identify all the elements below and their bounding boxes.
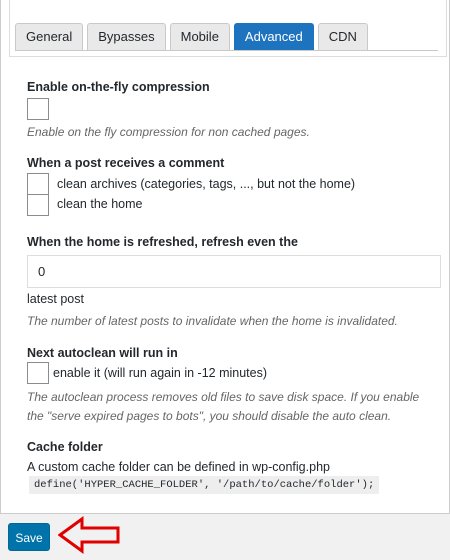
home-refresh-description: The number of latest posts to invalidate when the home is invalidated.	[27, 314, 398, 328]
clean-archives-label: clean archives (categories, tags, ..., but not the home)	[57, 177, 356, 191]
tab-general[interactable]: General	[15, 23, 83, 50]
cache-folder-heading: Cache folder	[27, 440, 103, 454]
tab-bypasses[interactable]: Bypasses	[87, 23, 165, 50]
save-button[interactable]: Save	[8, 523, 50, 551]
comment-heading: When a post receives a comment	[27, 156, 225, 170]
tab-underline	[15, 50, 438, 51]
home-refresh-heading: When the home is refreshed, refresh even the	[27, 235, 298, 249]
autoclean-description-line2: the "serve expired pages to bots", you should disable the auto clean.	[27, 409, 392, 423]
tab-advanced[interactable]: Advanced	[234, 23, 314, 50]
autoclean-enable-text: enable it	[53, 366, 101, 380]
latest-post-label: latest post	[27, 292, 84, 306]
tab-cdn[interactable]: CDN	[318, 23, 368, 50]
tab-bar	[9, 0, 447, 57]
cache-folder-description: A custom cache folder can be defined in wp-config.php	[27, 460, 330, 474]
clean-home-label: clean the home	[57, 197, 143, 211]
clean-home-checkbox[interactable]	[27, 194, 49, 216]
latest-posts-input[interactable]	[27, 255, 441, 288]
clean-archives-checkbox[interactable]	[27, 173, 49, 195]
red-arrow-icon	[58, 516, 122, 554]
autoclean-heading: Next autoclean will run in	[27, 346, 178, 360]
compression-description: Enable on the fly compression for non cached pages.	[27, 125, 310, 139]
autoclean-description-line1: The autoclean process removes old files to save disk space. If you enable	[27, 390, 420, 404]
cache-folder-code: define('HYPER_CACHE_FOLDER', '/path/to/cache/folder');	[29, 476, 379, 494]
autoclean-checkbox[interactable]	[27, 362, 49, 384]
autoclean-note: (will run again in -12 minutes)	[103, 366, 268, 380]
compression-checkbox[interactable]	[27, 98, 49, 120]
tab-list	[15, 23, 368, 50]
autoclean-label	[53, 366, 267, 380]
compression-heading: Enable on-the-fly compression	[27, 80, 210, 94]
tab-mobile[interactable]: Mobile	[170, 23, 230, 50]
